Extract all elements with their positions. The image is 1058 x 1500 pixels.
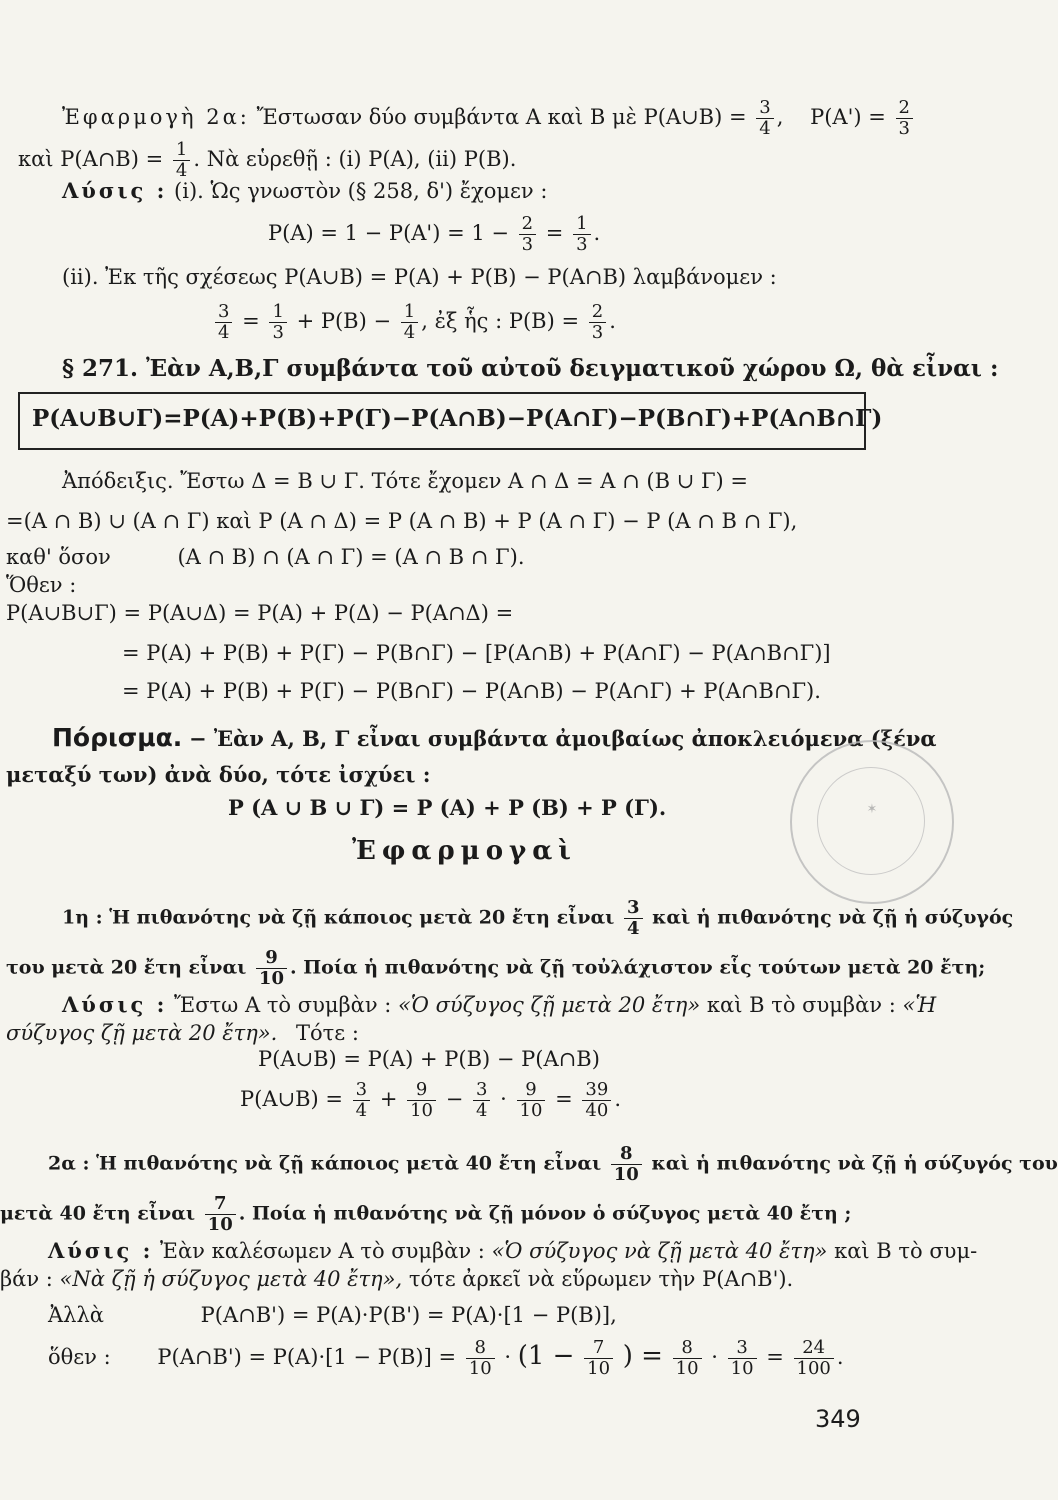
proof-text: καθ' ὅσον — [6, 545, 111, 569]
solution-text: Ἀλλὰ — [48, 1303, 104, 1327]
proof-line-1: Ἀπόδειξις. Ἔστω Δ = Β ∪ Γ. Τότε ἔχομεν Α ∩ Δ = Α ∩ (Β ∪ Γ) = — [62, 469, 748, 493]
solution-text: βάν : — [0, 1267, 53, 1291]
fraction: $\frac{8}{10}$ — [611, 1144, 642, 1185]
app-text: 1η : Ἡ πιθανότης νὰ ζῇ κάποιος μετὰ 20 ἔτη εἶναι — [62, 906, 615, 929]
eq-sign: = — [545, 221, 564, 245]
fraction: $\frac{2}{3}$ — [589, 302, 606, 343]
ex2a-line2 — [18, 140, 516, 181]
app1-line-1 — [62, 898, 1013, 939]
fraction: $\frac{7}{10}$ — [205, 1194, 236, 1235]
solution-text: τότε ἀρκεῖ νὰ εὕρωμεν τὴν P(A∩B'). — [408, 1267, 794, 1291]
corollary-formula: P (A ∪ B ∪ Γ) = P (A) + P (B) + P (Γ). — [228, 795, 667, 820]
fraction: $\frac{9}{10}$ — [517, 1080, 546, 1121]
corollary-line-1 — [52, 725, 937, 752]
eq-text: (1 − — [517, 1341, 575, 1371]
app2-line-1 — [48, 1144, 1058, 1185]
app2-solution-line-1 — [48, 1238, 977, 1264]
eq-text: P(A∩B') = P(A)·[1 − P(B)] = — [157, 1345, 457, 1369]
corollary-line-2: μεταξύ των) ἀνὰ δύο, τότε ἰσχύει : — [6, 762, 431, 787]
app1-eq1: P(A∪B) = P(A) + P(B) − P(A∩B) — [258, 1047, 600, 1071]
proof-line-5: P(A∪B∪Γ) = P(A∪Δ) = P(A) + P(Δ) − P(A∩Δ) = — [6, 601, 514, 625]
eq-text: P(A) = 1 − P(A') = 1 − — [268, 221, 509, 245]
solution-text: ὅθεν : — [48, 1345, 111, 1369]
ex2a-eq1: P(A) = 1 − P(A') = 1 − $\frac{2}{3}$ = $\frac{1}{3}$ . — [268, 213, 601, 255]
ex2a-text: Ἔστωσαν δύο συμβάντα Α καὶ Β μὲ P(A∪B) = — [256, 105, 747, 129]
eq-text: + P(B) − — [296, 309, 392, 333]
eq-sign: + — [379, 1087, 398, 1111]
eq-sign: − — [445, 1087, 464, 1111]
stamp-inner-ring — [817, 767, 925, 875]
fraction: $\frac{1}{4}$ — [401, 302, 418, 343]
eq-text: ) = — [622, 1341, 663, 1371]
eq-text: P(A∪B) = — [240, 1087, 343, 1111]
solution-text: Ἐὰν καλέσωμεν Α τὸ συμβὰν : — [160, 1239, 485, 1263]
event-a: «Ὁ σύζυγος ζῇ μετὰ 20 ἔτη» — [398, 993, 701, 1017]
fraction: $\frac{1}{4}$ — [173, 140, 190, 181]
proof-line-3 — [6, 544, 525, 570]
app-text: . Ποία ἡ πιθανότης νὰ ζῇ μόνον ὁ σύζυγος μετὰ 40 ἔτη ; — [238, 1202, 852, 1225]
boxed-formula: P(A∪B∪Γ)=P(A)+P(B)+P(Γ)−P(A∩B)−P(A∩Γ)−P(B∩Γ)+P(A∩B∩Γ) — [32, 405, 883, 432]
fraction: $\frac{8}{10}$ — [673, 1338, 702, 1379]
event-b-start: «Ἡ — [902, 993, 937, 1017]
event-b-end: σύζυγος ζῇ μετὰ 20 ἔτη». — [6, 1021, 278, 1045]
app2-alla-line — [48, 1302, 617, 1328]
app-text: καὶ ἡ πιθανότης νὰ ζῇ ἡ σύζυγός — [652, 906, 1014, 929]
eq-sign: . — [836, 1345, 844, 1369]
fraction: $\frac{2}{3}$ — [896, 98, 913, 139]
app2-othen-line — [48, 1338, 844, 1379]
fraction: $\frac{24}{100}$ — [794, 1338, 834, 1379]
ex2a-solution — [62, 178, 547, 204]
section-271-heading: § 271. Ἐὰν Α,Β,Γ συμβάντα τοῦ αὐτοῦ δειγματικοῦ χώρου Ω, θὰ εἶναι : — [62, 355, 999, 382]
fraction: $\frac{3}{4}$ — [353, 1080, 370, 1121]
solution-text: καὶ Β τὸ συμ- — [834, 1239, 978, 1263]
solution-text: Ἔστω Α τὸ συμβὰν : — [174, 993, 392, 1017]
ex2a-ii: (ii). Ἐκ τῆς σχέσεως P(A∪B) = P(A) + P(B) − P(A∩B) λαμβάνομεν : — [62, 265, 777, 289]
solution-text: καὶ Β τὸ συμβὰν : — [706, 993, 896, 1017]
event-b: «Νὰ ζῇ ἡ σύζυγος μετὰ 40 ἔτη», — [59, 1267, 403, 1291]
eq-sign: = — [555, 1087, 573, 1111]
fraction: $\frac{9}{10}$ — [407, 1080, 436, 1121]
app-text: του μετὰ 20 ἔτη εἶναι — [6, 956, 247, 979]
app-text: . Ποία ἡ πιθανότης νὰ ζῇ τοὐλάχιστον εἷς τούτων μετὰ 20 ἔτη; — [289, 956, 986, 979]
solution-text: Τότε : — [296, 1021, 359, 1045]
app2-solution-line-2 — [0, 1266, 793, 1292]
app2-line-2 — [0, 1194, 851, 1235]
fraction: $\frac{3}{4}$ — [473, 1080, 490, 1121]
corollary-label: Πόρισμα. — [52, 723, 183, 752]
event-a: «Ὁ σύζυγος νὰ ζῇ μετὰ 40 ἔτη» — [491, 1239, 828, 1263]
ex2a-label: Ἐφαρμογὴ 2α: — [62, 105, 250, 129]
proof-formula: (Α ∩ Β) ∩ (Α ∩ Γ) = (Α ∩ Β ∩ Γ). — [177, 545, 525, 569]
fraction: $\frac{2}{3}$ — [519, 214, 536, 255]
solution-label: Λύσις : — [62, 992, 168, 1017]
app-text: καὶ ἡ πιθανότης νὰ ζῇ ἡ σύζυγός του — [651, 1152, 1058, 1175]
fraction: $\frac{3}{10}$ — [728, 1338, 757, 1379]
eq-sign: · — [711, 1345, 718, 1369]
app1-solution-line-2 — [6, 1020, 359, 1046]
app1-line-2 — [6, 948, 985, 989]
app-text: μετὰ 40 ἔτη εἶναι — [0, 1202, 196, 1225]
eq-text: P(A∩B') = P(A)·P(B') = P(A)·[1 − P(B)], — [200, 1303, 617, 1327]
applications-heading: Ἐφαρμογαὶ — [352, 836, 577, 866]
fraction: $\frac{3}{4}$ — [624, 898, 643, 939]
app-text: 2α : Ἡ πιθανότης νὰ ζῇ κάποιος μετὰ 40 ἔτη εἶναι — [48, 1152, 602, 1175]
fraction: $\frac{1}{3}$ — [573, 214, 590, 255]
proof-line-4: Ὅθεν : — [6, 573, 77, 597]
proof-line-6: = P(A) + P(B) + P(Γ) − P(B∩Γ) − [P(A∩B) + P(A∩Γ) − P(A∩B∩Γ)] — [122, 641, 831, 665]
fraction: $\frac{1}{3}$ — [269, 302, 286, 343]
fraction: $\frac{3}{4}$ — [756, 98, 773, 139]
eq-text: , ἐξ ἧς : P(B) = — [421, 309, 580, 333]
solution-text: (i). Ὡς γνωστὸν (§ 258, δ') ἔχομεν : — [174, 179, 548, 203]
eq-sign: = — [766, 1345, 784, 1369]
ex2a-line1: Ἐφαρμογὴ 2α: Ἔστωσαν δύο συμβάντα Α καὶ Β μὲ P(A∪B) = $\frac{3}{4}$ , P(A') = $\frac{2}{3}$ — [62, 98, 916, 139]
solution-label: Λύσις : — [62, 178, 168, 203]
ex2a-eq2: $\frac{3}{4}$ = $\frac{1}{3}$ + P(B) − $\frac{1}{4}$ , ἐξ ἧς : P(B) = $\frac{2}{3}$ . — [212, 302, 616, 343]
fraction: $\frac{3}{4}$ — [215, 302, 232, 343]
library-stamp — [790, 740, 954, 904]
ex2a-line2a: καὶ P(A∩B) = — [18, 147, 164, 171]
corollary-text: − Ἐὰν Α, Β, Γ εἶναι συμβάντα ἀμοιβαίως ἀποκλειόμενα (ξένα — [188, 726, 937, 751]
ex2a-line2b: . Νὰ εὑρεθῇ : (i) P(A), (ii) P(B). — [193, 147, 517, 171]
app1-eq2: P(A∪B) = $\frac{3}{4}$ + $\frac{9}{10}$ − $\frac{3}{4}$ · $\frac{9}{10}$ = $\frac{39}{40}$ . — [240, 1079, 621, 1121]
app1-solution-line-1 — [62, 992, 936, 1018]
fraction: $\frac{39}{40}$ — [582, 1080, 611, 1121]
fraction: $\frac{8}{10}$ — [466, 1338, 495, 1379]
solution-label: Λύσις : — [48, 1238, 154, 1263]
fraction: $\frac{7}{10}$ — [584, 1338, 613, 1379]
page-number: 349 — [815, 1405, 861, 1433]
fraction: $\frac{9}{10}$ — [256, 948, 287, 989]
eq-sign: · — [500, 1087, 507, 1111]
stamp-star-icon: ✶ — [866, 802, 878, 817]
eq-sign: · — [504, 1345, 512, 1369]
proof-line-2: =(Α ∩ Β) ∪ (Α ∩ Γ) καὶ P (Α ∩ Δ) = P (Α ∩ Β) + P (Α ∩ Γ) − P (Α ∩ Β ∩ Γ), — [6, 509, 798, 533]
eq-sign: = — [242, 309, 260, 333]
proof-line-7: = P(A) + P(B) + P(Γ) − P(B∩Γ) − P(A∩B) − P(A∩Γ) + P(A∩B∩Γ). — [122, 679, 821, 703]
ex2a-mid: P(A') = — [810, 105, 886, 129]
